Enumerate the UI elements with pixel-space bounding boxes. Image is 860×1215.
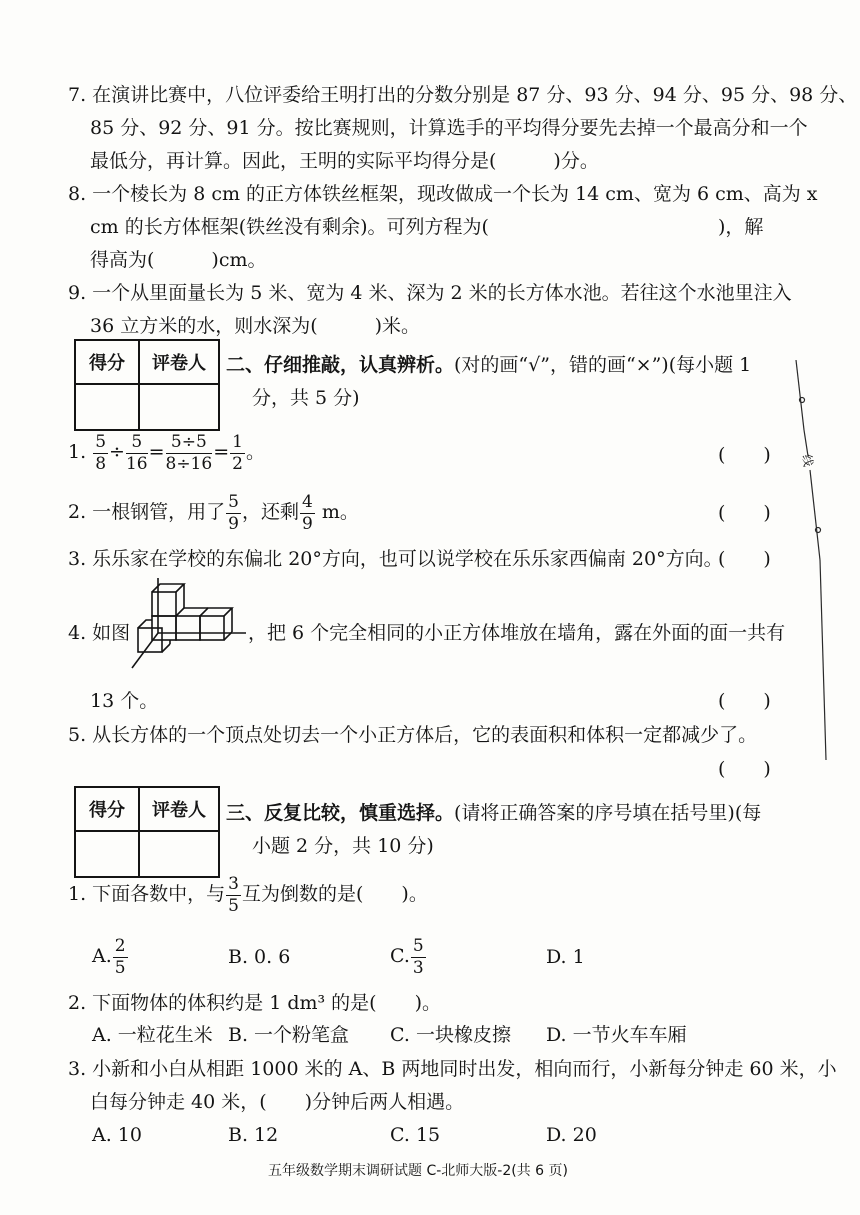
fraction: $\frac{5\div 5}{8\div 16}$ xyxy=(165,431,213,474)
fraction: $\frac{2}{5}$ xyxy=(114,935,126,978)
score-box-section2 xyxy=(74,339,220,431)
s3-q3-line1: 3. 小新和小白从相距 1000 米的 A、B 两地同时出发，相向而行，小新每分钟走 60 米，小 xyxy=(68,1058,837,1080)
q9-line2: 36 立方米的水，则水深为( )米。 xyxy=(90,315,421,337)
s3-q2-option-b[interactable]: B. 一个粉笔盒 xyxy=(228,1024,350,1046)
s3-q2-option-c[interactable]: C. 一块橡皮擦 xyxy=(390,1024,511,1046)
s2-q1-answer-paren[interactable]: ( ) xyxy=(718,444,771,466)
period: 。 xyxy=(245,441,265,463)
s2-q1-number: 1. xyxy=(68,441,87,463)
s2-q4-c: 13 个。 xyxy=(90,690,159,712)
s2-q3: 3. 乐乐家在学校的东偏北 20°方向，也可以说学校在乐乐家西偏南 20°方向。 xyxy=(68,548,723,570)
s3-q1-text-a: 1. 下面各数中，与 xyxy=(68,883,226,905)
section2-desc: (对的画“√”，错的画“×”)(每小题 1 xyxy=(454,354,752,376)
s2-q2-text-c: m。 xyxy=(315,501,359,523)
option-label: C. xyxy=(390,945,410,967)
s2-q2-answer-paren[interactable]: ( ) xyxy=(718,502,771,524)
s2-q4-a: 4. 如图 xyxy=(68,622,131,644)
grader-cell[interactable] xyxy=(139,384,219,430)
equals-sign: = xyxy=(148,441,165,463)
grader-cell[interactable] xyxy=(139,831,219,877)
binding-margin-line xyxy=(790,360,840,760)
q9-line1: 9. 一个从里面量长为 5 米、宽为 4 米、深为 2 米的长方体水池。若往这个水池里注入 xyxy=(68,282,792,304)
cube-stack-figure xyxy=(128,578,248,670)
section3-desc2: 小题 2 分，共 10 分) xyxy=(252,835,434,857)
s3-q3-option-c[interactable]: C. 15 xyxy=(390,1124,441,1146)
s3-q1-option-a[interactable] xyxy=(92,936,129,977)
s3-q1-option-c[interactable] xyxy=(390,936,427,977)
s2-q3-answer-paren[interactable]: ( ) xyxy=(718,548,771,570)
s2-q4-answer-paren[interactable]: ( ) xyxy=(718,690,771,712)
score-label: 得分 xyxy=(75,787,139,831)
s3-q2-option-d[interactable]: D. 一节火车车厢 xyxy=(546,1024,687,1046)
q7-line2: 85 分、92 分、91 分。按比赛规则，计算选手的平均得分要先去掉一个最高分和一个 xyxy=(90,117,808,139)
q8-line2a: cm 的长方体框架(铁丝没有剩余)。可列方程为( xyxy=(90,216,489,238)
q8-line2b: )，解 xyxy=(718,216,764,238)
option-label: A. xyxy=(92,945,112,967)
fraction: $\frac{5}{8}$ xyxy=(95,431,107,474)
s3-q1-option-b[interactable]: B. 0. 6 xyxy=(228,946,291,968)
s3-q1-text-b: 互为倒数的是( )。 xyxy=(242,883,428,905)
fraction: $\frac{3}{5}$ xyxy=(228,873,239,916)
grader-label: 评卷人 xyxy=(139,340,219,384)
s2-q2-text-a: 2. 一根钢管，用了 xyxy=(68,501,226,523)
score-label: 得分 xyxy=(75,340,139,384)
page-footer: 五年级数学期末调研试题 C-北师大版-2(共 6 页) xyxy=(268,1163,568,1179)
q7-line3: 最低分，再计算。因此，王明的实际平均得分是( )分。 xyxy=(90,150,599,172)
q8-line1: 8. 一个棱长为 8 cm 的正方体铁丝框架，现改做成一个长为 14 cm、宽为 6 cm、高为 x xyxy=(68,183,818,205)
section2-desc2: 分，共 5 分) xyxy=(252,387,360,409)
s3-q1 xyxy=(68,874,428,915)
s2-q1 xyxy=(68,432,265,473)
fraction: $\frac{1}{2}$ xyxy=(232,431,243,474)
fraction: $\frac{4}{9}$ xyxy=(302,491,313,534)
section3-title: 三、反复比较，慎重选择。 xyxy=(226,802,455,824)
s2-q4-b: ，把 6 个完全相同的小正方体堆放在墙角，露在外面的面一共有 xyxy=(248,622,786,644)
q8-line3: 得高为( )cm。 xyxy=(90,249,267,271)
s3-q3-line2: 白每分钟走 40 米，( )分钟后两人相遇。 xyxy=(90,1091,465,1113)
s3-q3-option-d[interactable]: D. 20 xyxy=(546,1124,597,1146)
s3-q2-option-a[interactable]: A. 一粒花生米 xyxy=(92,1024,213,1046)
section3-header xyxy=(226,800,761,826)
s2-q5-answer-paren[interactable]: ( ) xyxy=(718,758,771,780)
s2-q2-text-b: ，还剩 xyxy=(242,501,300,523)
s3-q3-option-b[interactable]: B. 12 xyxy=(228,1124,279,1146)
s3-q2: 2. 下面物体的体积约是 1 dm³ 的是( )。 xyxy=(68,992,441,1014)
margin-mark: 线 xyxy=(799,453,816,468)
s3-q3-option-a[interactable]: A. 10 xyxy=(92,1124,142,1146)
equals-sign: = xyxy=(213,441,230,463)
section3-desc: (请将正确答案的序号填在括号里)(每 xyxy=(454,802,762,824)
divide-sign: ÷ xyxy=(109,441,125,463)
grader-label: 评卷人 xyxy=(139,787,219,831)
q7-line1: 7. 在演讲比赛中，八位评委给王明打出的分数分别是 87 分、93 分、94 分、95 分、98 分、 xyxy=(68,84,858,106)
score-cell[interactable] xyxy=(75,831,139,877)
fraction: $\frac{5}{16}$ xyxy=(125,431,148,474)
section2-header xyxy=(226,352,751,378)
fraction: $\frac{5}{3}$ xyxy=(412,935,424,978)
section2-title: 二、仔细推敲，认真辨析。 xyxy=(226,354,455,376)
s2-q5: 5. 从长方体的一个顶点处切去一个小正方体后，它的表面积和体积一定都减少了。 xyxy=(68,724,758,746)
fraction: $\frac{5}{9}$ xyxy=(228,491,239,534)
score-box-section3 xyxy=(74,786,220,878)
score-cell[interactable] xyxy=(75,384,139,430)
s3-q1-option-d[interactable]: D. 1 xyxy=(546,946,585,968)
s2-q2 xyxy=(68,492,359,533)
